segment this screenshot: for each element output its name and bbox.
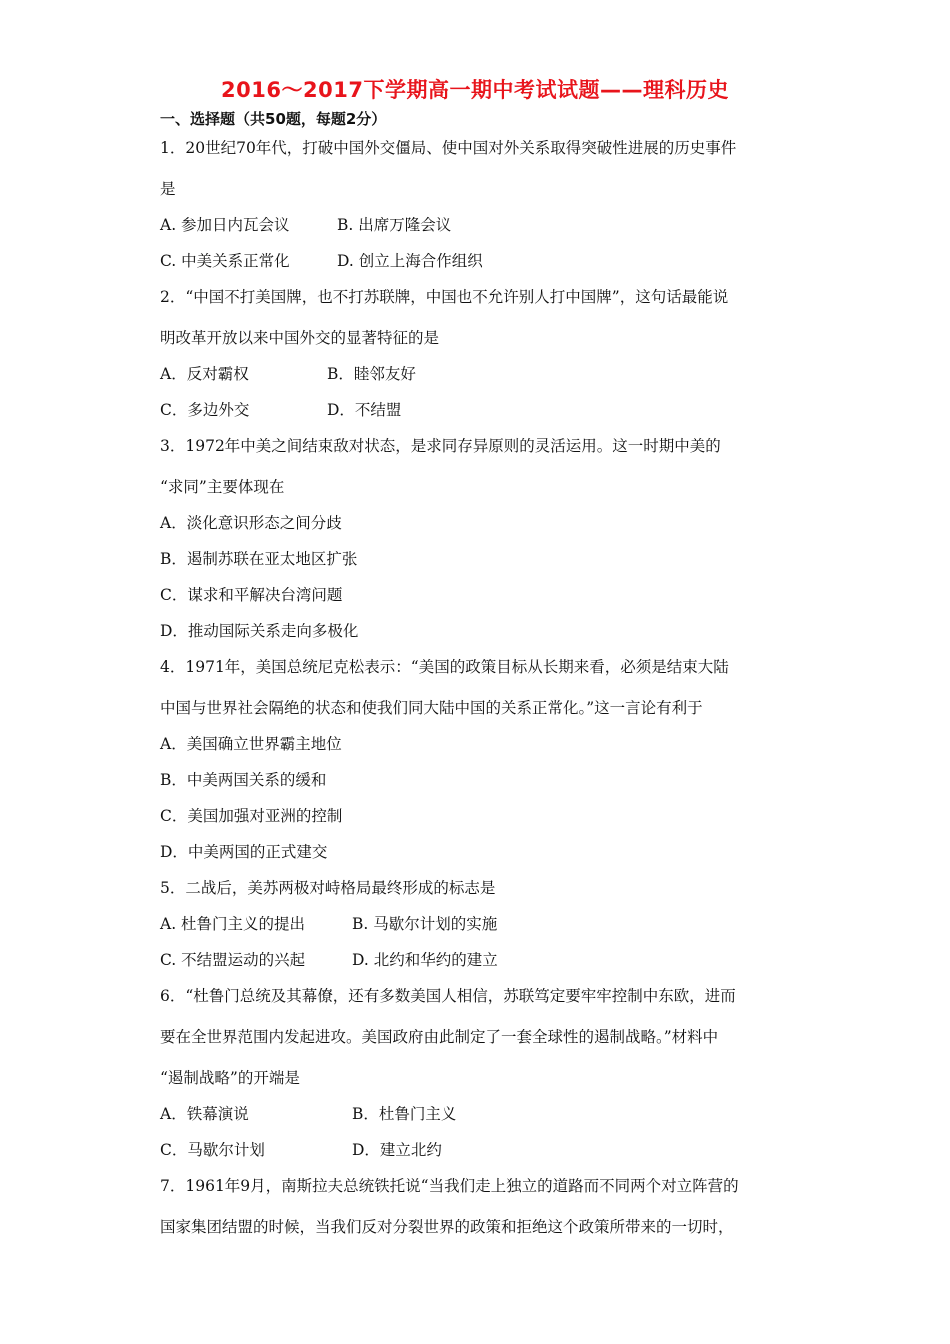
question-1-option-a: A. 参加日内瓦会议 — [160, 216, 290, 234]
question-3-option-d: D．推动国际关系走向多极化 — [160, 622, 359, 640]
question-7-line-1: 7．1961年9月，南斯拉夫总统铁托说“当我们走上独立的道路而不同两个对立阵营的 — [160, 1177, 739, 1195]
question-4-option-a: A．美国确立世界霸主地位 — [160, 735, 342, 753]
question-7-line-2: 国家集团结盟的时候，当我们反对分裂世界的政策和拒绝这个政策所带来的一切时， — [160, 1218, 734, 1236]
question-3-line-2: “求同”主要体现在 — [160, 478, 285, 496]
question-4-option-c: C．美国加强对亚洲的控制 — [160, 807, 343, 825]
question-3-line-1: 3．1972年中美之间结束敌对状态，是求同存异原则的灵活运用。这一时期中美的 — [160, 437, 721, 455]
question-5-option-d: D. 北约和华约的建立 — [352, 951, 498, 969]
question-5-option-b: B. 马歇尔计划的实施 — [352, 915, 498, 933]
question-2-line-2: 明改革开放以来中国外交的显著特征的是 — [160, 329, 440, 347]
question-1-option-c: C. 中美关系正常化 — [160, 252, 290, 270]
question-3-option-c: C．谋求和平解决台湾问题 — [160, 586, 343, 604]
question-2-option-a: A．反对霸权 — [160, 365, 249, 383]
question-6-option-c: C．马歇尔计划 — [160, 1141, 265, 1159]
question-6-option-d: D．建立北约 — [352, 1141, 442, 1159]
question-6-line-1: 6．“杜鲁门总统及其幕僚，还有多数美国人相信，苏联笃定要牢牢控制中东欧，进而 — [160, 987, 736, 1005]
question-1-option-b: B. 出席万隆会议 — [337, 216, 452, 234]
question-1-option-d: D. 创立上海合作组织 — [337, 252, 483, 270]
question-3-option-b: B．遏制苏联在亚太地区扩张 — [160, 550, 358, 568]
question-4-option-d: D．中美两国的正式建交 — [160, 843, 328, 861]
question-6-option-b: B．杜鲁门主义 — [352, 1105, 457, 1123]
question-2-option-b: B．睦邻友好 — [327, 365, 416, 383]
question-2-option-d: D．不结盟 — [327, 401, 402, 419]
question-4-option-b: B．中美两国关系的缓和 — [160, 771, 327, 789]
page-title: 2016～2017下学期高一期中考试试题——理科历史 — [221, 78, 729, 102]
question-5-line-1: 5．二战后，美苏两极对峙格局最终形成的标志是 — [160, 879, 496, 897]
question-2-option-c: C．多边外交 — [160, 401, 250, 419]
question-5-option-a: A. 杜鲁门主义的提出 — [160, 915, 306, 933]
section-heading: 一、选择题（共50题，每题2分） — [160, 110, 387, 128]
question-6-line-3: “遏制战略”的开端是 — [160, 1069, 300, 1087]
question-2-line-1: 2．“中国不打美国牌，也不打苏联牌，中国也不允许别人打中国牌”，这句话最能说 — [160, 288, 729, 306]
question-3-option-a: A．淡化意识形态之间分歧 — [160, 514, 342, 532]
question-4-line-2: 中国与世界社会隔绝的状态和使我们同大陆中国的关系正常化。”这一言论有利于 — [160, 699, 703, 717]
question-6-option-a: A．铁幕演说 — [160, 1105, 249, 1123]
question-1-line-1: 1．20世纪70年代，打破中国外交僵局、使中国对外关系取得突破性进展的历史事件 — [160, 139, 737, 157]
question-4-line-1: 4．1971年，美国总统尼克松表示：“美国的政策目标从长期来看，必须是结束大陆 — [160, 658, 729, 676]
question-1-line-2: 是 — [160, 180, 176, 198]
question-5-option-c: C. 不结盟运动的兴起 — [160, 951, 306, 969]
question-6-line-2: 要在全世界范围内发起进攻。美国政府由此制定了一套全球性的遏制战略。”材料中 — [160, 1028, 719, 1046]
